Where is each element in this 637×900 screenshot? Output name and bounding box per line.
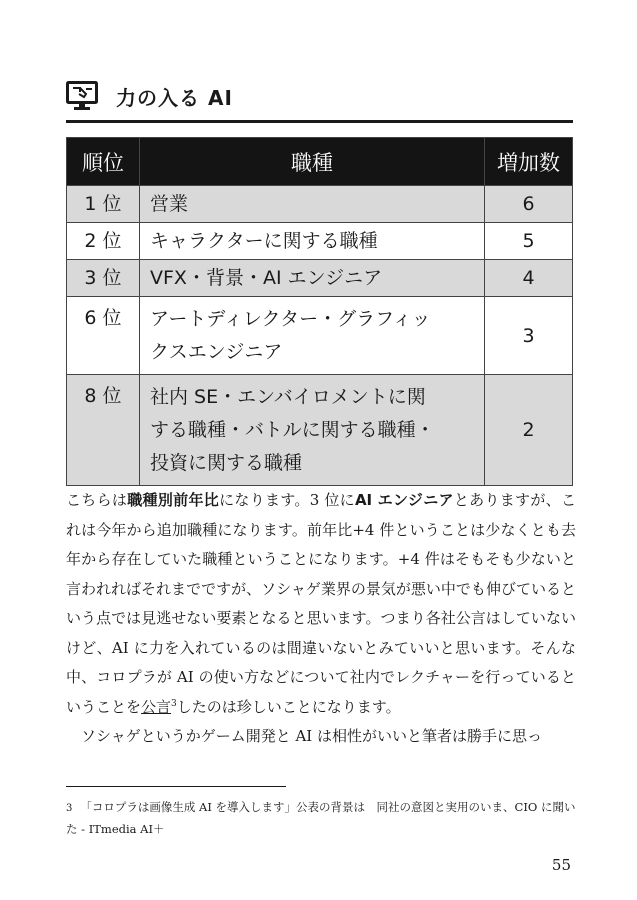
page-number: 55 xyxy=(551,856,571,874)
footnote xyxy=(66,797,576,839)
table-row xyxy=(67,223,573,260)
job-cell: 営業 xyxy=(140,186,485,223)
monitor-hand-icon xyxy=(66,81,98,111)
bold-text: 職種別前年比 xyxy=(127,491,220,509)
section-title: 力の入る AI xyxy=(116,85,233,110)
count-cell: 6 xyxy=(485,186,573,223)
paragraph xyxy=(66,486,576,722)
reference-link[interactable]: 公言 xyxy=(141,697,172,716)
text-run: になります。3 位に xyxy=(219,491,355,509)
footnote-text: 「コロプラは画像生成 AI を導入します」公表の背景は 同社の意図と実用のいま、CIO に聞いた - ITmedia AI＋ xyxy=(66,800,576,836)
job-line: クスエンジニア xyxy=(150,341,283,363)
rank-cell: 2 位 xyxy=(67,223,140,260)
body-text xyxy=(66,486,576,752)
rank-cell: 6 位 xyxy=(67,297,140,375)
job-cell xyxy=(140,375,485,486)
text-run: したのは珍しいことになります。 xyxy=(176,697,401,716)
footnote-number: 3 xyxy=(66,803,73,814)
header-job: 職種 xyxy=(140,138,485,186)
job-cell: キャラクターに関する職種 xyxy=(140,223,485,260)
text-run: とありますが、これは今年から追加職種になります。前年比+4 件ということは少なくとも去年から存在していた職種ということになります。+4 件はそもそも少ないと言われればそれまでですが、ソシャゲ業界の景気が悪い中でも伸びているという点では見逃せない要素となると思います。つまり各社公言はしていないけど、AI に力を入れているのは間違いないとみていいと思います。そんな中、コロプラが AI の使い方などについて社内でレクチャーを行っているということを xyxy=(66,491,576,716)
footnote-divider xyxy=(66,786,286,787)
table-header-row xyxy=(67,138,573,186)
rank-cell: 8 位 xyxy=(67,375,140,486)
table-row xyxy=(67,375,573,486)
job-line: する職種・バトルに関する職種・ xyxy=(150,419,435,441)
rank-cell: 1 位 xyxy=(67,186,140,223)
rank-cell: 3 位 xyxy=(67,260,140,297)
count-cell: 2 xyxy=(485,375,573,486)
text-run: こちらは xyxy=(66,491,128,509)
header-rank: 順位 xyxy=(67,138,140,186)
job-line: 社内 SE・エンバイロメントに関 xyxy=(150,386,426,408)
count-cell: 4 xyxy=(485,260,573,297)
job-line: アートディレクター・グラフィッ xyxy=(150,308,431,330)
ranking-table xyxy=(66,137,573,486)
header-count: 増加数 xyxy=(485,138,573,186)
header-divider xyxy=(66,120,573,123)
count-cell: 5 xyxy=(485,223,573,260)
footnote-marker[interactable]: 3 xyxy=(171,698,177,709)
table-row xyxy=(67,186,573,223)
paragraph: ソシャゲというかゲーム開発と AI は相性がいいと筆者は勝手に思っ xyxy=(81,727,542,745)
job-cell: VFX・背景・AI エンジニア xyxy=(140,260,485,297)
job-cell xyxy=(140,297,485,375)
table-row xyxy=(67,260,573,297)
count-cell: 3 xyxy=(485,297,573,375)
section-header xyxy=(66,80,233,112)
bold-text: AI エンジニア xyxy=(354,491,454,509)
job-line: 投資に関する職種 xyxy=(150,452,303,474)
table-row xyxy=(67,297,573,375)
